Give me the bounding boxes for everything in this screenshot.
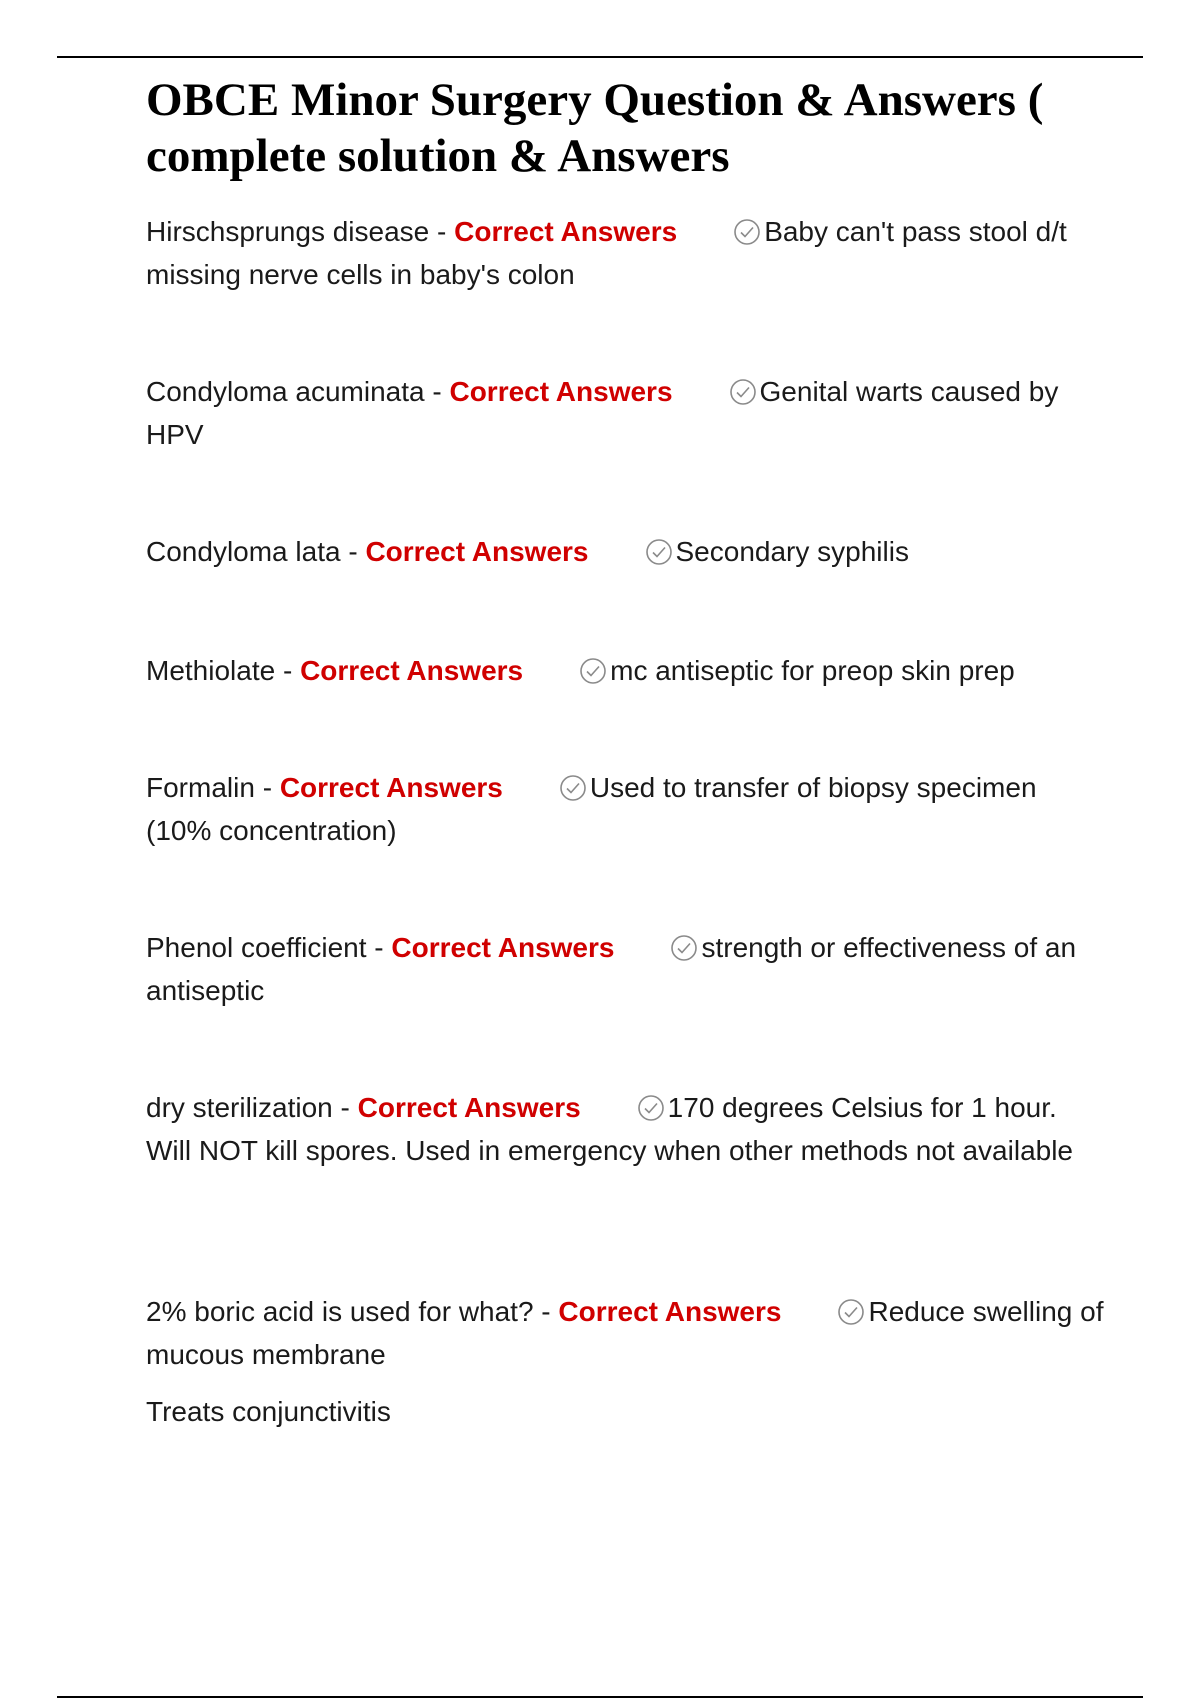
correct-answers-label: Correct Answers <box>357 1092 581 1123</box>
question-text: dry sterilization <box>146 1092 333 1123</box>
bottom-rule <box>57 1696 1143 1698</box>
check-circle-icon <box>637 1094 665 1122</box>
qa-item: Condyloma lata - Correct Answers Secondary syphilis <box>146 536 909 567</box>
check-circle-icon <box>837 1298 865 1326</box>
question-text: 2% boric acid is used for what? <box>146 1296 534 1327</box>
question-text: Formalin <box>146 772 255 803</box>
question-text: Condyloma lata <box>146 536 341 567</box>
question-text: Methiolate <box>146 655 276 686</box>
correct-answers-label: Correct Answers <box>391 932 615 963</box>
answer-text: Secondary syphilis <box>675 536 909 567</box>
question-text: Condyloma acuminata <box>146 376 425 407</box>
document-page <box>146 72 1106 184</box>
check-circle-icon <box>733 218 761 246</box>
qa-item: Methiolate - Correct Answers mc antiseptic for preop skin prep <box>146 655 1015 686</box>
answer-text: mc antiseptic for preop skin prep <box>610 655 1015 686</box>
top-rule <box>57 56 1143 58</box>
qa-item: Formalin - Correct Answers Used to transfer of biopsy specimen (10% concentration) <box>146 772 1037 846</box>
document-title: OBCE Minor Surgery Question & Answers ( complete solution & Answers <box>146 74 1044 182</box>
check-circle-icon <box>645 538 673 566</box>
qa-item: Condyloma acuminata - Correct Answers Genital warts caused by HPV <box>146 376 1059 450</box>
correct-answers-label: Correct Answers <box>300 655 524 686</box>
question-text: Phenol coefficient <box>146 932 367 963</box>
check-circle-icon <box>559 774 587 802</box>
correct-answers-label: Correct Answers <box>454 216 678 247</box>
answer-text: 170 degrees Celsius for 1 hour. Will NOT kill spores. Used in emergency when other methods not available <box>146 1092 1074 1166</box>
correct-answers-label: Correct Answers <box>279 772 503 803</box>
correct-answers-label: Correct Answers <box>449 376 673 407</box>
check-circle-icon <box>670 934 698 962</box>
qa-item: dry sterilization - Correct Answers 170 degrees Celsius for 1 hour. Will NOT kill spores. Used in emergency when other methods not available <box>146 1092 1074 1166</box>
answer-text: Reduce swelling of mucous membrane <box>146 1296 1104 1370</box>
check-circle-icon <box>729 378 757 406</box>
extra-note: Treats conjunctivitis <box>146 1396 391 1427</box>
qa-item: 2% boric acid is used for what? - Correct Answers Reduce swelling of mucous membrane <box>146 1296 1104 1370</box>
answer-text: Baby can't pass stool d/t missing nerve cells in baby's colon <box>146 216 1067 290</box>
answer-text: strength or effectiveness of an antiseptic <box>146 932 1077 1006</box>
qa-item: Hirschsprungs disease - Correct Answers Baby can't pass stool d/t missing nerve cells in baby's colon <box>146 216 1067 290</box>
answer-text: Used to transfer of biopsy specimen (10% concentration) <box>146 772 1037 846</box>
check-circle-icon <box>579 657 607 685</box>
answer-text: Genital warts caused by HPV <box>146 376 1059 450</box>
qa-item: Phenol coefficient - Correct Answers strength or effectiveness of an antiseptic <box>146 932 1077 1006</box>
correct-answers-label: Correct Answers <box>365 536 589 567</box>
question-text: Hirschsprungs disease <box>146 216 430 247</box>
correct-answers-label: Correct Answers <box>558 1296 782 1327</box>
